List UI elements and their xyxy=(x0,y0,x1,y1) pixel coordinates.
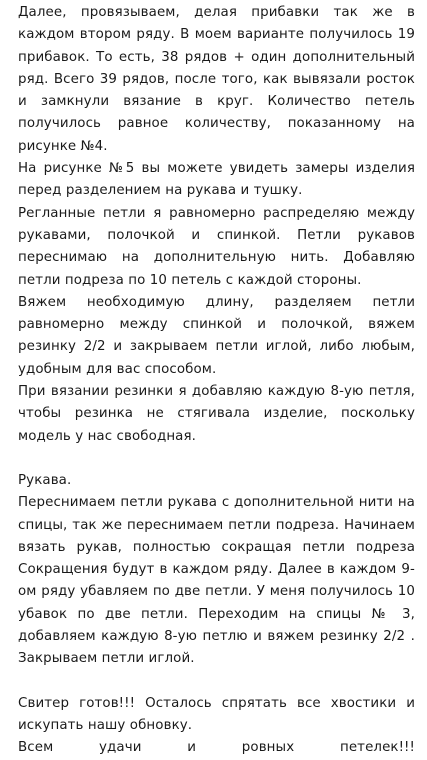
paragraph-finished: Свитер готов!!! Осталось спрятать все хвостики и искупать нашу обновку. xyxy=(18,695,415,733)
paragraph-increases: Далее, провязываем, делая прибавки так же в каждом втором ряду. В моем варианте получилось 19 прибавок. То есть, 38 рядов + один дополнительный ряд. Всего 39 рядов, после того, как вывязали росток и замкнули вязание в круг. Количество петель получилось равное количеству, показанному на рисунке №4. xyxy=(18,5,415,154)
paragraph-sleeves: Переснимаем петли рукава с дополнительной нити на спицы, так же переснимаем петли подреза. Начинаем вязать рукав, полностью сокращая петли подреза Сокращения будут в каждом ряду. Далее в каждом 9-ом ряду убавляем по две петли. У меня получилось 10 убавок по две петли. Переходим на спицы № 3, добавляем каждую 8-ую петлю и вяжем резинку 2/2 . Закрываем петли иглой. xyxy=(18,495,415,667)
section-heading-sleeves: Рукава. xyxy=(18,472,72,488)
paragraph-figure-5: На рисунке №5 вы можете увидеть замеры изделия перед разделением на рукава и тушку. xyxy=(18,161,415,199)
paragraph-raglan-loops: Регланные петли я равномерно распределяю между рукавами, полочкой и спинкой. Петли рукавов переснимаю на дополнительную нить. Добавляю петли подреза по 10 петель с каждой стороны. xyxy=(18,205,415,288)
paragraph-ribbing: При вязании резинки я добавляю каждую 8-ую петля, чтобы резинка не стягивала изделие, поскольку модель у нас свободная. xyxy=(18,384,415,444)
paragraph-closing: Всем удачи и ровных петелек!!! xyxy=(18,740,415,756)
paragraph-spacer xyxy=(18,671,415,693)
paragraph-spacer xyxy=(18,448,415,470)
paragraph-body-length: Вяжем необходимую длину, разделяем петли равномерно между спинкой и полочкой, вяжем резинку 2/2 и закрываем петли иглой, либо любым, удобным для вас способом. xyxy=(18,294,415,377)
